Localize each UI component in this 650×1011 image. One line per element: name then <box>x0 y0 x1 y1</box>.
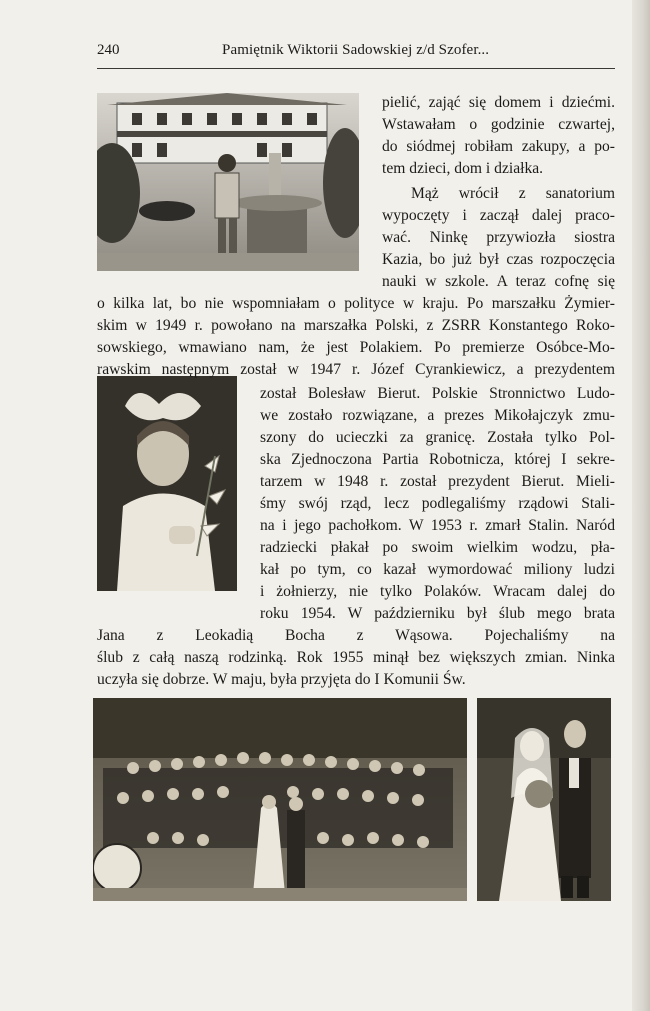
text-line: uczyła się dobrze. W maju, była przyjęta do I Komunii Św. <box>97 671 466 688</box>
text-line: nauki w szkole. A teraz cofnę się <box>382 273 615 290</box>
text-line: Mąż wrócił z sanatorium <box>411 185 615 202</box>
text-line: rawskim następnym został w 1947 r. Józef Cyrankiewicz, a prezydentem <box>97 361 615 378</box>
text-line: Kazia, bo już był czas rozpoczęcia <box>382 251 615 268</box>
photo-bride-and-groom <box>477 698 611 901</box>
text-line: sowskiego, wmawiano nam, że jest Polakiem. Po premierze Osóbce-Mo- <box>97 339 615 356</box>
text-line: tem dzieci, dom i działka. <box>382 160 544 177</box>
text-line: i żołnierzy, nie tylko Polaków. Wracam dalej do <box>260 583 615 600</box>
text-line: radziecki płakał po swoim wielkim wodzu, pła- <box>260 539 615 556</box>
text-line: Wstawałam o godzinie czwartej, <box>382 116 615 133</box>
page-edge <box>632 0 650 1011</box>
text-line: ślub z całą naszą rodzinką. Rok 1955 minął bez większych zmian. Ninka <box>97 649 615 666</box>
text-line: roku 1954. W październiku był ślub mego brata <box>260 605 615 622</box>
photo-man-at-fountain <box>97 93 359 271</box>
text-line: we zostało rozwiązane, a prezes Mikołajczyk zmu- <box>260 407 615 424</box>
text-line: na i jego pachołkom. W 1953 r. zmarł Stalin. Naród <box>260 517 615 534</box>
text-line: o kilka lat, bo nie wspomniałam o polityce w kraju. Po marszałku Żymier- <box>97 295 615 312</box>
text-line: wypoczęty i zaczął dalej praco- <box>382 207 615 224</box>
text-line: ska Zjednoczona Partia Robotnicza, której I sekre- <box>260 451 615 468</box>
text-line: śmy swój rząd, lecz podlegaliśmy rządowi Stali- <box>260 495 615 512</box>
photo-wedding-group <box>93 698 467 901</box>
text-line: pielić, zająć się domem i dziećmi. <box>382 94 615 111</box>
running-title: Pamiętnik Wiktorii Sadowskiej z/d Szofer... <box>222 42 490 58</box>
text-line: szony do ucieczki za granicę. Została tylko Pol- <box>260 429 615 446</box>
text-line: wać. Ninkę przywiozła siostra <box>382 229 615 246</box>
text-line: do siódmej robiłam zakupy, a po- <box>382 138 615 155</box>
text-line: skim w 1949 r. powołano na marszałka Polski, z ZSRR Konstantego Roko- <box>97 317 615 334</box>
text-line: został Bolesław Bierut. Polskie Stronnictwo Ludo- <box>260 385 615 402</box>
photo-girl-communion <box>97 376 237 591</box>
text-line: Jana z Leokadią Bocha z Wąsowa. Pojechaliśmy na <box>97 627 615 644</box>
text-line: tarzem w 1948 r. został prezydent Bierut. Mieli- <box>260 473 615 490</box>
text-line: kał po tym, co kazał wymordować miliony ludzi <box>260 561 615 578</box>
running-header <box>97 42 615 69</box>
page-number: 240 <box>97 42 120 58</box>
